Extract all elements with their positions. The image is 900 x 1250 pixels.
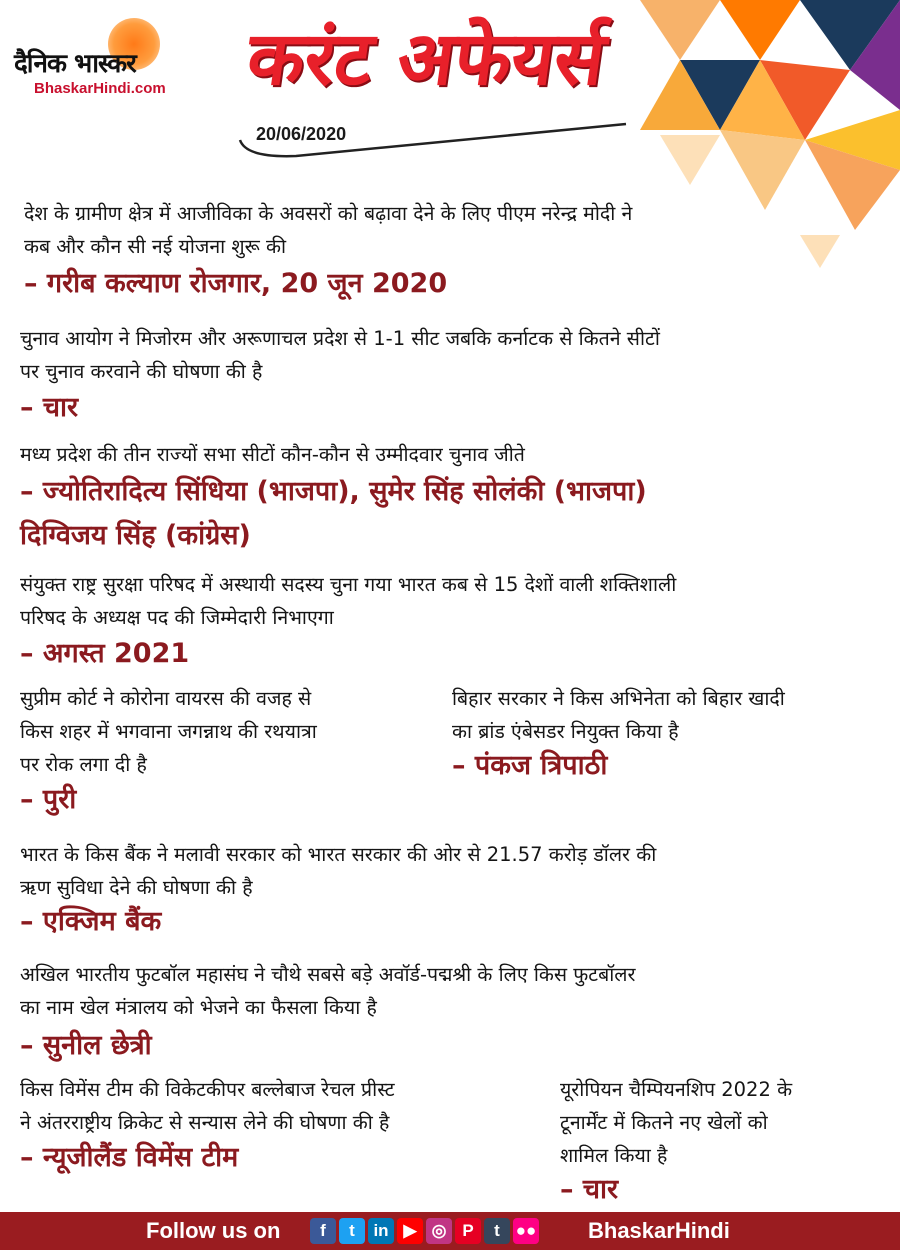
answer-3: – ज्योतिरादित्य सिंधिया (भाजपा), सुमेर सिंह सोलंकी (भाजपा) दिग्विजय सिंह (कांग्रेस) — [20, 476, 647, 551]
question-8: अखिल भारतीय फुटबॉल महासंघ ने चौथे सबसे बड़े अवॉर्ड-पद्मश्री के लिए किस फुटबॉलर का नाम खेल मंत्रालय को भेजने का फैसला किया है — [20, 963, 636, 1019]
logo-url: BhaskarHindi.com — [34, 80, 166, 97]
answer-4: – अगस्त 2021 — [20, 638, 190, 669]
question-6: बिहार सरकार ने किस अभिनेता को बिहार खादी का ब्रांड एंबेसडर नियुक्त किया है — [452, 687, 785, 743]
question-10: यूरोपियन चैम्पियनशिप 2022 के टूनार्मेंट में कितने नए खेलों को शामिल किया है — [560, 1078, 793, 1167]
question-4: संयुक्त राष्ट्र सुरक्षा परिषद में अस्थायी सदस्य चुना गया भारत कब से 15 देशों वाली शक्तिशाली परिषद के अध्यक्ष पद की जिम्मेदारी निभाएगा — [20, 573, 677, 629]
bhaskar-logo — [14, 18, 204, 108]
instagram-icon[interactable]: ◎ — [426, 1218, 452, 1244]
logo-name: दैनिक भास्कर — [14, 49, 136, 79]
youtube-icon[interactable]: ▶ — [397, 1218, 423, 1244]
answer-1: – गरीब कल्याण रोजगार, 20 जून 2020 — [24, 268, 448, 299]
answer-7: – एक्जिम बैंक — [20, 906, 162, 937]
page-title: करंट अफेयर्स — [241, 16, 611, 102]
title-date: 20/06/2020 — [256, 124, 347, 144]
twitter-icon[interactable]: t — [339, 1218, 365, 1244]
pinterest-icon[interactable]: P — [455, 1218, 481, 1244]
footer-bar — [0, 1212, 900, 1250]
answer-5: – पुरी — [20, 784, 77, 815]
question-7: भारत के किस बैंक ने मलावी सरकार को भारत सरकार की ओर से 21.57 करोड़ डॉलर की ऋण सुविधा देने की घोषणा की है — [20, 843, 657, 899]
question-1: देश के ग्रामीण क्षेत्र में आजीविका के अवसरों को बढ़ावा देने के लिए पीएम नरेन्द्र मोदी ने कब और कौन सी नई योजना शुरू की — [24, 202, 633, 258]
facebook-icon[interactable]: f — [310, 1218, 336, 1244]
question-2: चुनाव आयोग ने मिजोरम और अरूणाचल प्रदेश से 1-1 सीट जबकि कर्नाटक से कितने सीटों पर चुनाव करवाने की घोषणा की है — [20, 327, 660, 383]
answer-6: – पंकज त्रिपाठी — [452, 750, 608, 781]
answer-10: – चार — [560, 1174, 619, 1205]
question-5: सुप्रीम कोर्ट ने कोरोना वायरस की वजह से किस शहर में भगवाना जगन्नाथ की रथयात्रा पर रोक लगा दी है — [20, 687, 317, 776]
social-handle[interactable]: BhaskarHindi — [588, 1218, 730, 1243]
linkedin-icon[interactable]: in — [368, 1218, 394, 1244]
tumblr-icon[interactable]: t — [484, 1218, 510, 1244]
question-3: मध्य प्रदेश की तीन राज्यों सभा सीटों कौन-कौन से उम्मीदवार चुनाव जीते — [20, 443, 525, 466]
question-9: किस विमेंस टीम की विकेटकीपर बल्लेबाज रेचल प्रीस्ट ने अंतरराष्ट्रीय क्रिकेट से सन्यास लेने की घोषणा की है — [20, 1078, 395, 1134]
social-icons — [310, 1218, 539, 1244]
answer-9: – न्यूजीलैंड विमेंस टीम — [20, 1142, 239, 1173]
title-date-block — [236, 118, 636, 162]
answer-8: – सुनील छेत्री — [20, 1030, 152, 1061]
answer-2: – चार — [20, 392, 79, 423]
flickr-icon[interactable]: ●● — [513, 1218, 539, 1244]
follow-label: Follow us on — [146, 1218, 281, 1243]
